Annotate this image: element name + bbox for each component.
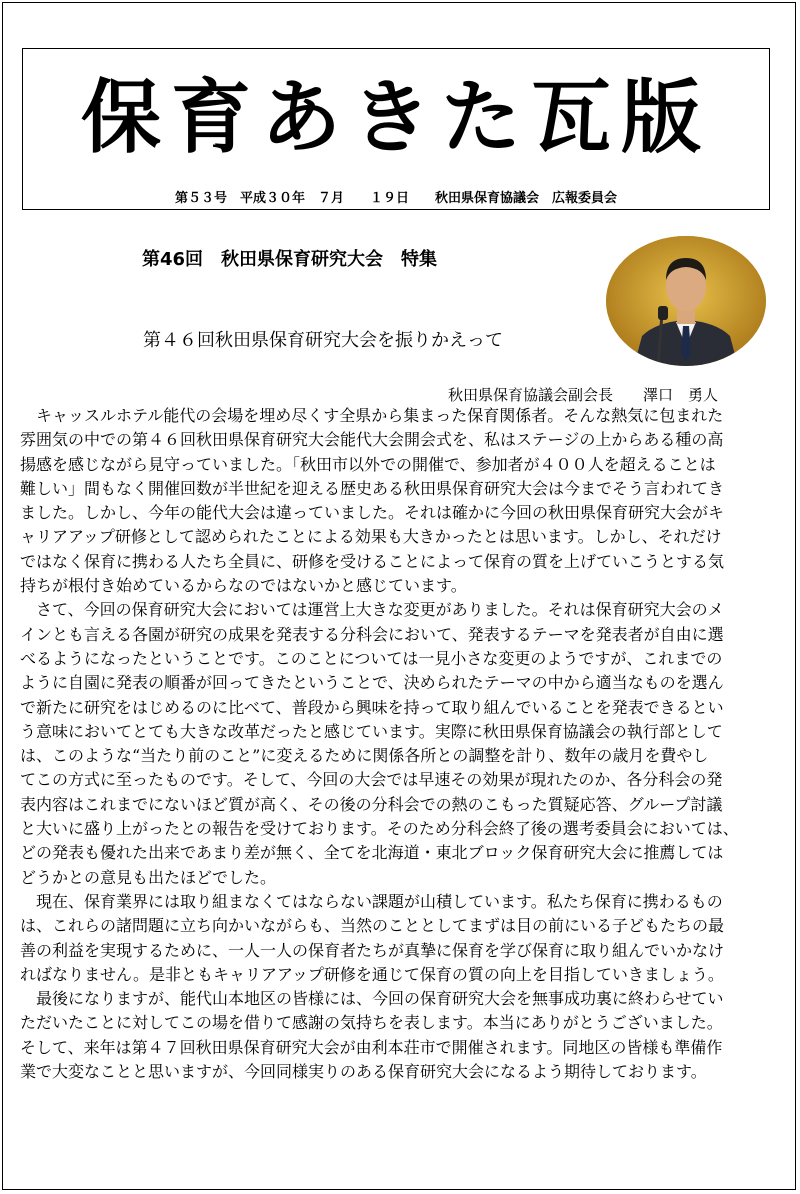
masthead	[22, 48, 770, 210]
body-line: ました。しかし、今年の能代大会は違っていました。それは確かに今回の秋田県保育研究大会がキ	[20, 503, 725, 523]
body-line: さて、今回の保育研究大会においては運営上大きな変更がありました。それは保育研究大会のメ	[20, 600, 724, 620]
body-line: 揚感を感じながら見守っていました。「秋田市以外での開催で、参加者が４００人を超えることは	[20, 454, 716, 474]
body-line: ればなりません。是非ともキャリアアップ研修を通じて保育の質の向上を目指していきましょう。	[20, 964, 724, 984]
body-line: どの発表も優れた出来であまり差が無く、全てを北海道・東北ブロック保育研究大会に推薦しては	[20, 843, 724, 863]
body-line: インとも言える各園が研究の成果を発表する分科会において、発表するテーマを発表者が自由に選	[20, 624, 724, 644]
feature-heading: 第46回 秋田県保育研究大会 特集	[142, 249, 438, 270]
body-line: ャリアアップ研修として認められたことによる効果も大きかったとは思います。しかし、それだけ	[20, 527, 722, 547]
body-line: べるようになったということです。このことについては一見小さな変更のようですが、これまでの	[20, 648, 723, 668]
body-line: は、このような“当たり前のこと”に変えるために関係各所との調整を計り、数年の歳月を費やし	[20, 746, 709, 766]
article-title: 第４６回秋田県保育研究大会を振りかえって	[143, 330, 503, 351]
author-byline: 秋田県保育協議会副会長 澤口 勇人	[448, 386, 719, 404]
body-line: 表内容はこれまでにないほど質が高く、その後の分科会での熱のこもった質疑応答、グループ討議	[20, 794, 723, 814]
issue-info: 第５３号 平成３０年 ７月 １９日 秋田県保育協議会 広報委員会	[174, 191, 617, 206]
body-line: 持ちが根付き始めているからなのではないかと感じています。	[20, 576, 467, 596]
speaker-photo-image	[606, 236, 766, 366]
body-line: ただいたことに対してこの場を借りて感謝の気持ちを表します。本当にありがとうございました。	[20, 1013, 723, 1033]
body-line: 善の利益を実現するために、一人一人の保育者たちが真摯に保育を学び保育に取り組んでいかなけ	[20, 940, 725, 960]
body-line: と大いに盛り上がったとの報告を受けております。そのため分科会終了後の選考委員会においては、	[20, 819, 739, 839]
body-line: で新たに研究をはじめるのに比べて、普段から興味を持って取り組んでいることを発表できるとい	[20, 697, 724, 717]
body-line: てこの方式に至ったものです。そして、今回の大会では早速その効果が現れたのか、各分科会の発	[20, 770, 723, 790]
body-line: どうかとの意見も出たほどでした。	[20, 867, 277, 887]
body-line: う意味においてとても大きな改革だったと感じています。実際に秋田県保育協議会の執行部として	[20, 721, 723, 741]
body-line: 雰囲気の中での第４６回秋田県保育研究大会能代大会開会式を、私はステージの上からある種の高	[20, 430, 724, 450]
body-line: キャッスルホテル能代の会場を埋め尽くす全県から集まった保育関係者。そんな熱気に包まれた	[20, 406, 724, 425]
newsletter-title: 保育あきた瓦版	[81, 70, 711, 164]
body-line: そして、来年は第４７回秋田県保育研究大会が由利本荘市で開催されます。同地区の皆様も準備作	[20, 1037, 723, 1057]
body-line: 最後になりますが、能代山本地区の皆様には、今回の保育研究大会を無事成功裏に終わらせてい	[20, 989, 724, 1009]
body-line: 現在、保育業界には取り組まなくてはならない課題が山積しています。私たち保育に携わるもの	[20, 891, 723, 911]
body-line: は、これらの諸問題に立ち向かいながらも、当然のこととしてまずは目の前にいる子どもたちの最	[20, 916, 725, 936]
speaker-photo	[606, 236, 766, 366]
article-body	[20, 404, 780, 1084]
body-line: 難しい」間もなく開催回数が半世紀を迎える歴史ある秋田県保育研究大会は今までそう言われてき	[20, 478, 725, 498]
body-line: 業で大変なことと思いますが、今回同様実りのある保育研究大会になるよう期待しております。	[20, 1062, 707, 1082]
body-line: ではなく保育に携わる人たち全員に、研修を受けることによって保育の質を上げていこうとする気	[20, 551, 725, 571]
body-line: ように自園に発表の順番が回ってきたということで、決められたテーマの中から適当なものを選ん	[20, 673, 724, 693]
